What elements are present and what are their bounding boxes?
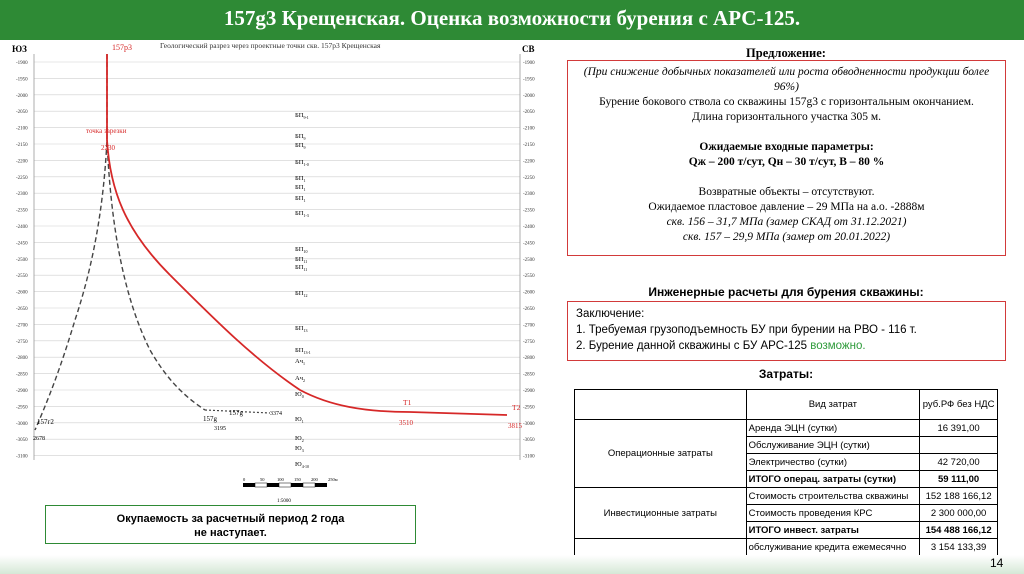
layer-label: $Ю_0$ <box>295 391 304 399</box>
cost-value: 3 154 133,39 <box>920 539 998 556</box>
depth-label: -2200 <box>16 159 28 165</box>
cost-value: 42 720,00 <box>920 454 998 471</box>
depth-label: -2950 <box>16 405 28 411</box>
depth-label: -3000 <box>16 421 28 427</box>
page-number: 14 <box>990 556 1004 570</box>
depth-label: -1950 <box>16 77 28 83</box>
depth-label: -2150 <box>16 143 28 148</box>
depth-label: -2850 <box>16 372 28 378</box>
cost-value <box>920 437 998 454</box>
proposal-condition: (При снижение добычных показателей или роста обводненности продукции более 96%) <box>583 66 990 93</box>
layer-label: $БП_{1-0}$ <box>295 159 309 167</box>
proposal-text1: Бурение бокового ствола со скважины 157g3 с горизонтальным окончанием. <box>599 96 974 108</box>
depth-label: -1900 <box>16 61 28 66</box>
depth-label: -2300 <box>16 192 28 198</box>
depth-label: -3100 <box>523 454 535 460</box>
cost-value: 16 391,00 <box>920 420 998 437</box>
depth-label: -2400 <box>16 225 28 230</box>
conclusion-line2-text: 2. Бурение данной скважины с БУ АРС-125 <box>576 340 811 352</box>
t1-depth: 3510 <box>399 419 413 427</box>
layer-label: $Ю_{4-10}$ <box>295 461 310 469</box>
proposal-box <box>567 60 1006 256</box>
layer-label: $БП_9$ <box>295 133 306 141</box>
payback-line2: не наступает. <box>194 527 267 539</box>
bottom-band <box>0 555 1024 574</box>
old-well-mid-label: 157g <box>203 415 217 423</box>
depth-label: -2000 <box>16 93 28 99</box>
engineering-box <box>567 301 1006 361</box>
layer-label: $БП_{13}$ <box>295 325 308 333</box>
depth-label: -2900 <box>16 389 28 394</box>
depth-label: -1950 <box>523 77 535 83</box>
table-row <box>575 488 998 505</box>
depth-label: -2100 <box>16 126 28 132</box>
depth-label: -2650 <box>16 307 28 312</box>
scale-tick: 0 <box>243 477 246 482</box>
layer-label: $БП_{9-1}$ <box>295 112 309 120</box>
scale-tick: 200 <box>311 477 318 482</box>
depth-label: -2550 <box>16 274 28 280</box>
cost-value: 152 188 166,12 <box>920 488 998 505</box>
depth-label: -3050 <box>16 438 28 444</box>
depth-label: -2250 <box>523 175 535 181</box>
depth-label: -2600 <box>523 290 535 296</box>
cost-name: Стоимость проведения КРС <box>746 505 920 522</box>
cost-name: обслуживание кредита ежемесячно <box>746 539 920 556</box>
layer-label: $БП_{11}$ <box>295 256 308 264</box>
depth-label: -2750 <box>16 339 28 345</box>
old-well-mid2-label: 157g <box>229 409 243 417</box>
kickoff-label: точка зарезки <box>86 127 127 135</box>
title-bar <box>0 0 1024 40</box>
depth-label: -2200 <box>523 159 535 165</box>
depth-label: -2350 <box>16 208 28 214</box>
t2-depth: 3815 <box>508 422 522 430</box>
layer-label: $Ю_1$ <box>295 416 304 424</box>
old-well-mid-depth: 3195 <box>214 426 226 432</box>
layer-label: $Ю_3$ <box>295 445 304 453</box>
geological-section <box>0 40 540 504</box>
depth-label: -2150 <box>523 143 535 148</box>
scale-tick: 50 <box>260 477 265 482</box>
costs-table <box>574 389 998 556</box>
depth-label: -2250 <box>16 175 28 181</box>
cost-value: 154 488 166,12 <box>920 522 998 539</box>
depth-label: -2100 <box>523 126 535 132</box>
conclusion-line1: 1. Требуемая грузоподъемность БУ при бурении на РВО - 116 т. <box>576 324 917 336</box>
depth-label: -2450 <box>16 241 28 247</box>
dir-right: СВ <box>522 44 535 54</box>
cost-value: 59 111,00 <box>920 471 998 488</box>
depth-label: -2650 <box>523 307 535 312</box>
layer-label: $Ач_1$ <box>295 358 305 366</box>
old-well-left-label: 157г2 <box>37 418 54 426</box>
expected-pressure: Ожидаемое пластовое давление – 29 МПа на а.о. -2888м <box>648 201 925 213</box>
depth-label: -2950 <box>523 405 535 411</box>
dir-left: ЮЗ <box>12 44 27 54</box>
depth-label: -2000 <box>523 93 535 99</box>
kickoff-depth: 2230 <box>101 144 115 152</box>
engineering-title: Инженерные расчеты для бурения скважины: <box>648 285 924 299</box>
depth-label: -2050 <box>523 110 535 116</box>
depth-label: -2700 <box>523 323 535 329</box>
layer-label: $Ач_2$ <box>295 375 305 383</box>
table-header-row <box>575 390 998 420</box>
depth-label: -3050 <box>523 438 535 444</box>
layer-label: $БП_{1-3}$ <box>295 210 309 218</box>
proposal-text2: Длина горизонтального участка 305 м. <box>691 111 882 123</box>
old-well-mid2-depth: 3374 <box>270 411 282 417</box>
depth-label: -2700 <box>16 323 28 329</box>
t2-label: T2 <box>512 403 521 412</box>
well-main-trajectory <box>107 54 507 415</box>
layer-label: $БП_{10}$ <box>295 246 308 254</box>
cost-name: ИТОГО операц. затраты (сутки) <box>746 471 920 488</box>
layer-label: $БП_{13-1}$ <box>295 347 311 355</box>
depth-label: -2050 <box>16 110 28 116</box>
section-caption: Геологический разрез через проектные точки скв. 157p3 Крещенская <box>160 41 381 50</box>
investment-group-cell: Инвестиционные затраты <box>575 488 747 539</box>
scale-tick: 100 <box>277 477 284 482</box>
header-value: руб.РФ без НДС <box>920 390 998 420</box>
depth-label: -2400 <box>523 225 535 230</box>
scale-tick: 250м <box>328 477 338 482</box>
cost-name: Обслуживание ЭЦН (сутки) <box>746 437 920 454</box>
cost-name: Стоимость строительства скважины <box>746 488 920 505</box>
depth-label: -2800 <box>523 356 535 362</box>
layer-label: $БП_{12}$ <box>295 290 308 298</box>
depth-label: -2750 <box>523 339 535 345</box>
header-type: Вид затрат <box>746 390 920 420</box>
depth-label: -2500 <box>523 257 535 263</box>
depth-label: -3100 <box>16 454 28 460</box>
layer-label: $Ю_2$ <box>295 435 304 443</box>
cost-name: Электричество (сутки) <box>746 454 920 471</box>
table-row <box>575 539 998 556</box>
t1-label: T1 <box>403 398 412 407</box>
proposal-title: Предложение: <box>746 46 826 60</box>
cost-name: ИТОГО инвест. затраты <box>746 522 920 539</box>
depth-grid <box>16 54 535 460</box>
well157-pressure: скв. 157 – 29,9 МПа (замер от 20.01.2022) <box>682 231 891 243</box>
payback-line1: Окупаемость за расчетный период 2 года <box>116 513 345 525</box>
params-title: Ожидаемые входные параметры: <box>699 141 874 153</box>
params-values: Qж – 200 т/сут, Qн – 30 т/сут, В – 80 % <box>688 156 885 168</box>
layer-label: $БП_1$ <box>295 184 306 192</box>
depth-label: -2300 <box>523 192 535 198</box>
old-well-left-depth: 2678 <box>33 436 45 442</box>
scale-ratio: 1:5000 <box>277 499 291 504</box>
depth-label: -2600 <box>16 290 28 296</box>
table-row <box>575 420 998 437</box>
depth-label: -2850 <box>523 372 535 378</box>
payback-box <box>45 505 416 544</box>
depth-label: -2900 <box>523 389 535 394</box>
operational-group-cell: Операционные затраты <box>575 420 747 488</box>
slide-title: 157g3 Крещенская. Оценка возможности бурения с АРС-125. <box>223 6 801 30</box>
conclusion-line2 <box>576 340 866 352</box>
well156-pressure: скв. 156 – 31,7 МПа (замер СКАД от 31.12.2021) <box>666 216 907 228</box>
layer-label: $БП_1$ <box>295 175 306 183</box>
conclusion-possible: возможно. <box>810 340 866 352</box>
depth-label: -1900 <box>523 61 535 66</box>
cost-name: Аренда ЭЦН (сутки) <box>746 420 920 437</box>
depth-label: -2500 <box>16 257 28 263</box>
depth-label: -2550 <box>523 274 535 280</box>
costs-title: Затраты: <box>758 367 814 381</box>
return-objects: Возвратные объекты – отсутствуют. <box>698 186 875 198</box>
depth-label: -3000 <box>523 421 535 427</box>
layer-label: $БП_{11}$ <box>295 264 308 272</box>
scale-tick: 150 <box>294 477 301 482</box>
depth-label: -2450 <box>523 241 535 247</box>
depth-label: -2800 <box>16 356 28 362</box>
layer-label: $БП_9$ <box>295 142 306 150</box>
well-label: 157p3 <box>112 43 132 52</box>
conclusion-label: Заключение: <box>576 308 645 320</box>
depth-label: -2350 <box>523 208 535 214</box>
cost-value: 2 300 000,00 <box>920 505 998 522</box>
scale-bar <box>243 477 338 504</box>
layer-label: $БП_1$ <box>295 195 306 203</box>
layer-labels <box>295 112 311 469</box>
